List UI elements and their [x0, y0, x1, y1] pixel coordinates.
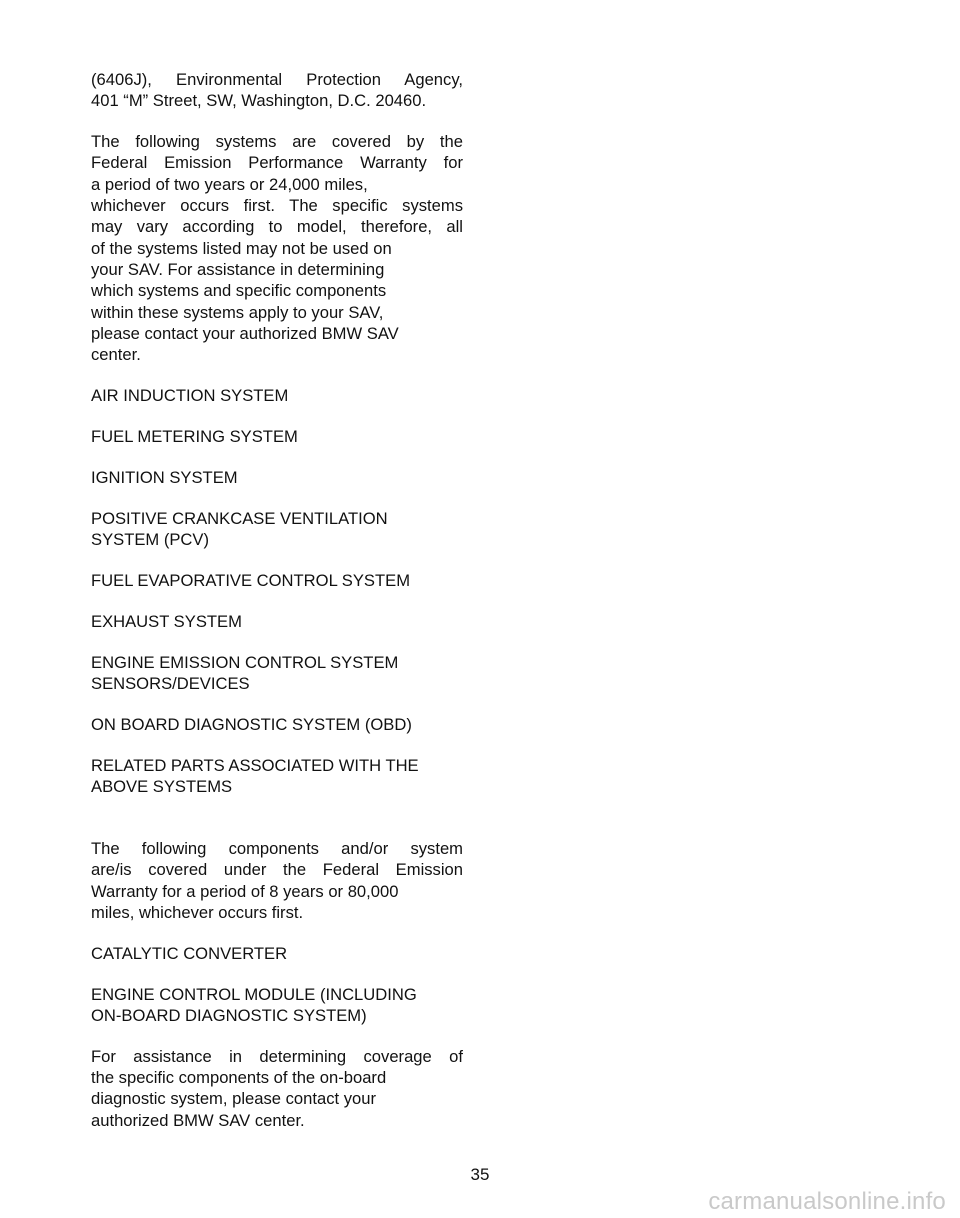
paragraph-address	[91, 69, 463, 112]
text-line: FUEL METERING SYSTEM	[91, 426, 298, 446]
text-line: ON-BOARD DIAGNOSTIC SYSTEM)	[91, 1005, 367, 1025]
text-line: CATALYTIC CONVERTER	[91, 943, 288, 963]
text-line: (6406J), Environmental Protection Agency,	[91, 70, 463, 89]
text-line: a period of two years or 24,000 miles,	[91, 174, 368, 194]
paragraph-systems-intro	[91, 131, 463, 365]
system-item	[91, 714, 463, 735]
spacer	[91, 817, 463, 838]
system-item	[91, 611, 463, 632]
text-line: Warranty for a period of 8 years or 80,000	[91, 881, 399, 901]
text-line: ON BOARD DIAGNOSTIC SYSTEM (OBD)	[91, 714, 412, 734]
watermark-text: carmanualsonline.info	[708, 1188, 946, 1215]
text-line: RELATED PARTS ASSOCIATED WITH THE	[91, 755, 419, 775]
component-item	[91, 984, 463, 1027]
component-item	[91, 943, 463, 964]
text-line: ABOVE SYSTEMS	[91, 777, 233, 797]
system-item	[91, 385, 463, 406]
text-line: please contact your authorized BMW SAV	[91, 323, 399, 343]
text-line: For assistance in determining coverage of	[91, 1046, 463, 1066]
text-line: may vary according to model, therefore, all	[91, 217, 463, 237]
page-number: 35	[470, 1165, 490, 1184]
text-line: center.	[91, 345, 141, 365]
text-line: whichever occurs first. The specific systems	[91, 196, 463, 216]
system-item	[91, 508, 463, 551]
text-line: AIR INDUCTION SYSTEM	[91, 386, 289, 406]
text-line: POSITIVE CRANKCASE VENTILATION	[91, 508, 388, 528]
text-line: your SAV. For assistance in determining	[91, 259, 385, 279]
text-line: 401 “M” Street, SW, Washington, D.C. 20460.	[91, 91, 427, 111]
text-line: which systems and specific components	[91, 281, 387, 301]
text-line: EXHAUST SYSTEM	[91, 611, 242, 631]
text-line: The following components and/or system	[91, 838, 463, 858]
system-item	[91, 652, 463, 695]
document-body	[91, 69, 463, 1131]
text-line: diagnostic system, please contact your	[91, 1089, 377, 1109]
text-line: SENSORS/DEVICES	[91, 673, 250, 693]
text-line: miles, whichever occurs first.	[91, 902, 304, 922]
text-line: ENGINE EMISSION CONTROL SYSTEM	[91, 652, 399, 672]
text-line: are/is covered under the Federal Emission	[91, 860, 463, 880]
text-line: The following systems are covered by the	[91, 132, 463, 152]
text-line: the specific components of the on-board	[91, 1068, 387, 1088]
text-line: IGNITION SYSTEM	[91, 467, 238, 487]
system-item	[91, 570, 463, 591]
paragraph-assistance	[91, 1046, 463, 1131]
text-line: SYSTEM (PCV)	[91, 530, 210, 550]
text-line: Federal Emission Performance Warranty for	[91, 153, 463, 173]
paragraph-components-intro	[91, 838, 463, 923]
system-item	[91, 467, 463, 488]
system-item	[91, 426, 463, 447]
text-line: ENGINE CONTROL MODULE (INCLUDING	[91, 984, 417, 1004]
text-line: of the systems listed may not be used on	[91, 238, 392, 258]
system-item	[91, 755, 463, 798]
text-line: within these systems apply to your SAV,	[91, 302, 384, 322]
text-line: authorized BMW SAV center.	[91, 1110, 305, 1130]
text-line: FUEL EVAPORATIVE CONTROL SYSTEM	[91, 570, 411, 590]
